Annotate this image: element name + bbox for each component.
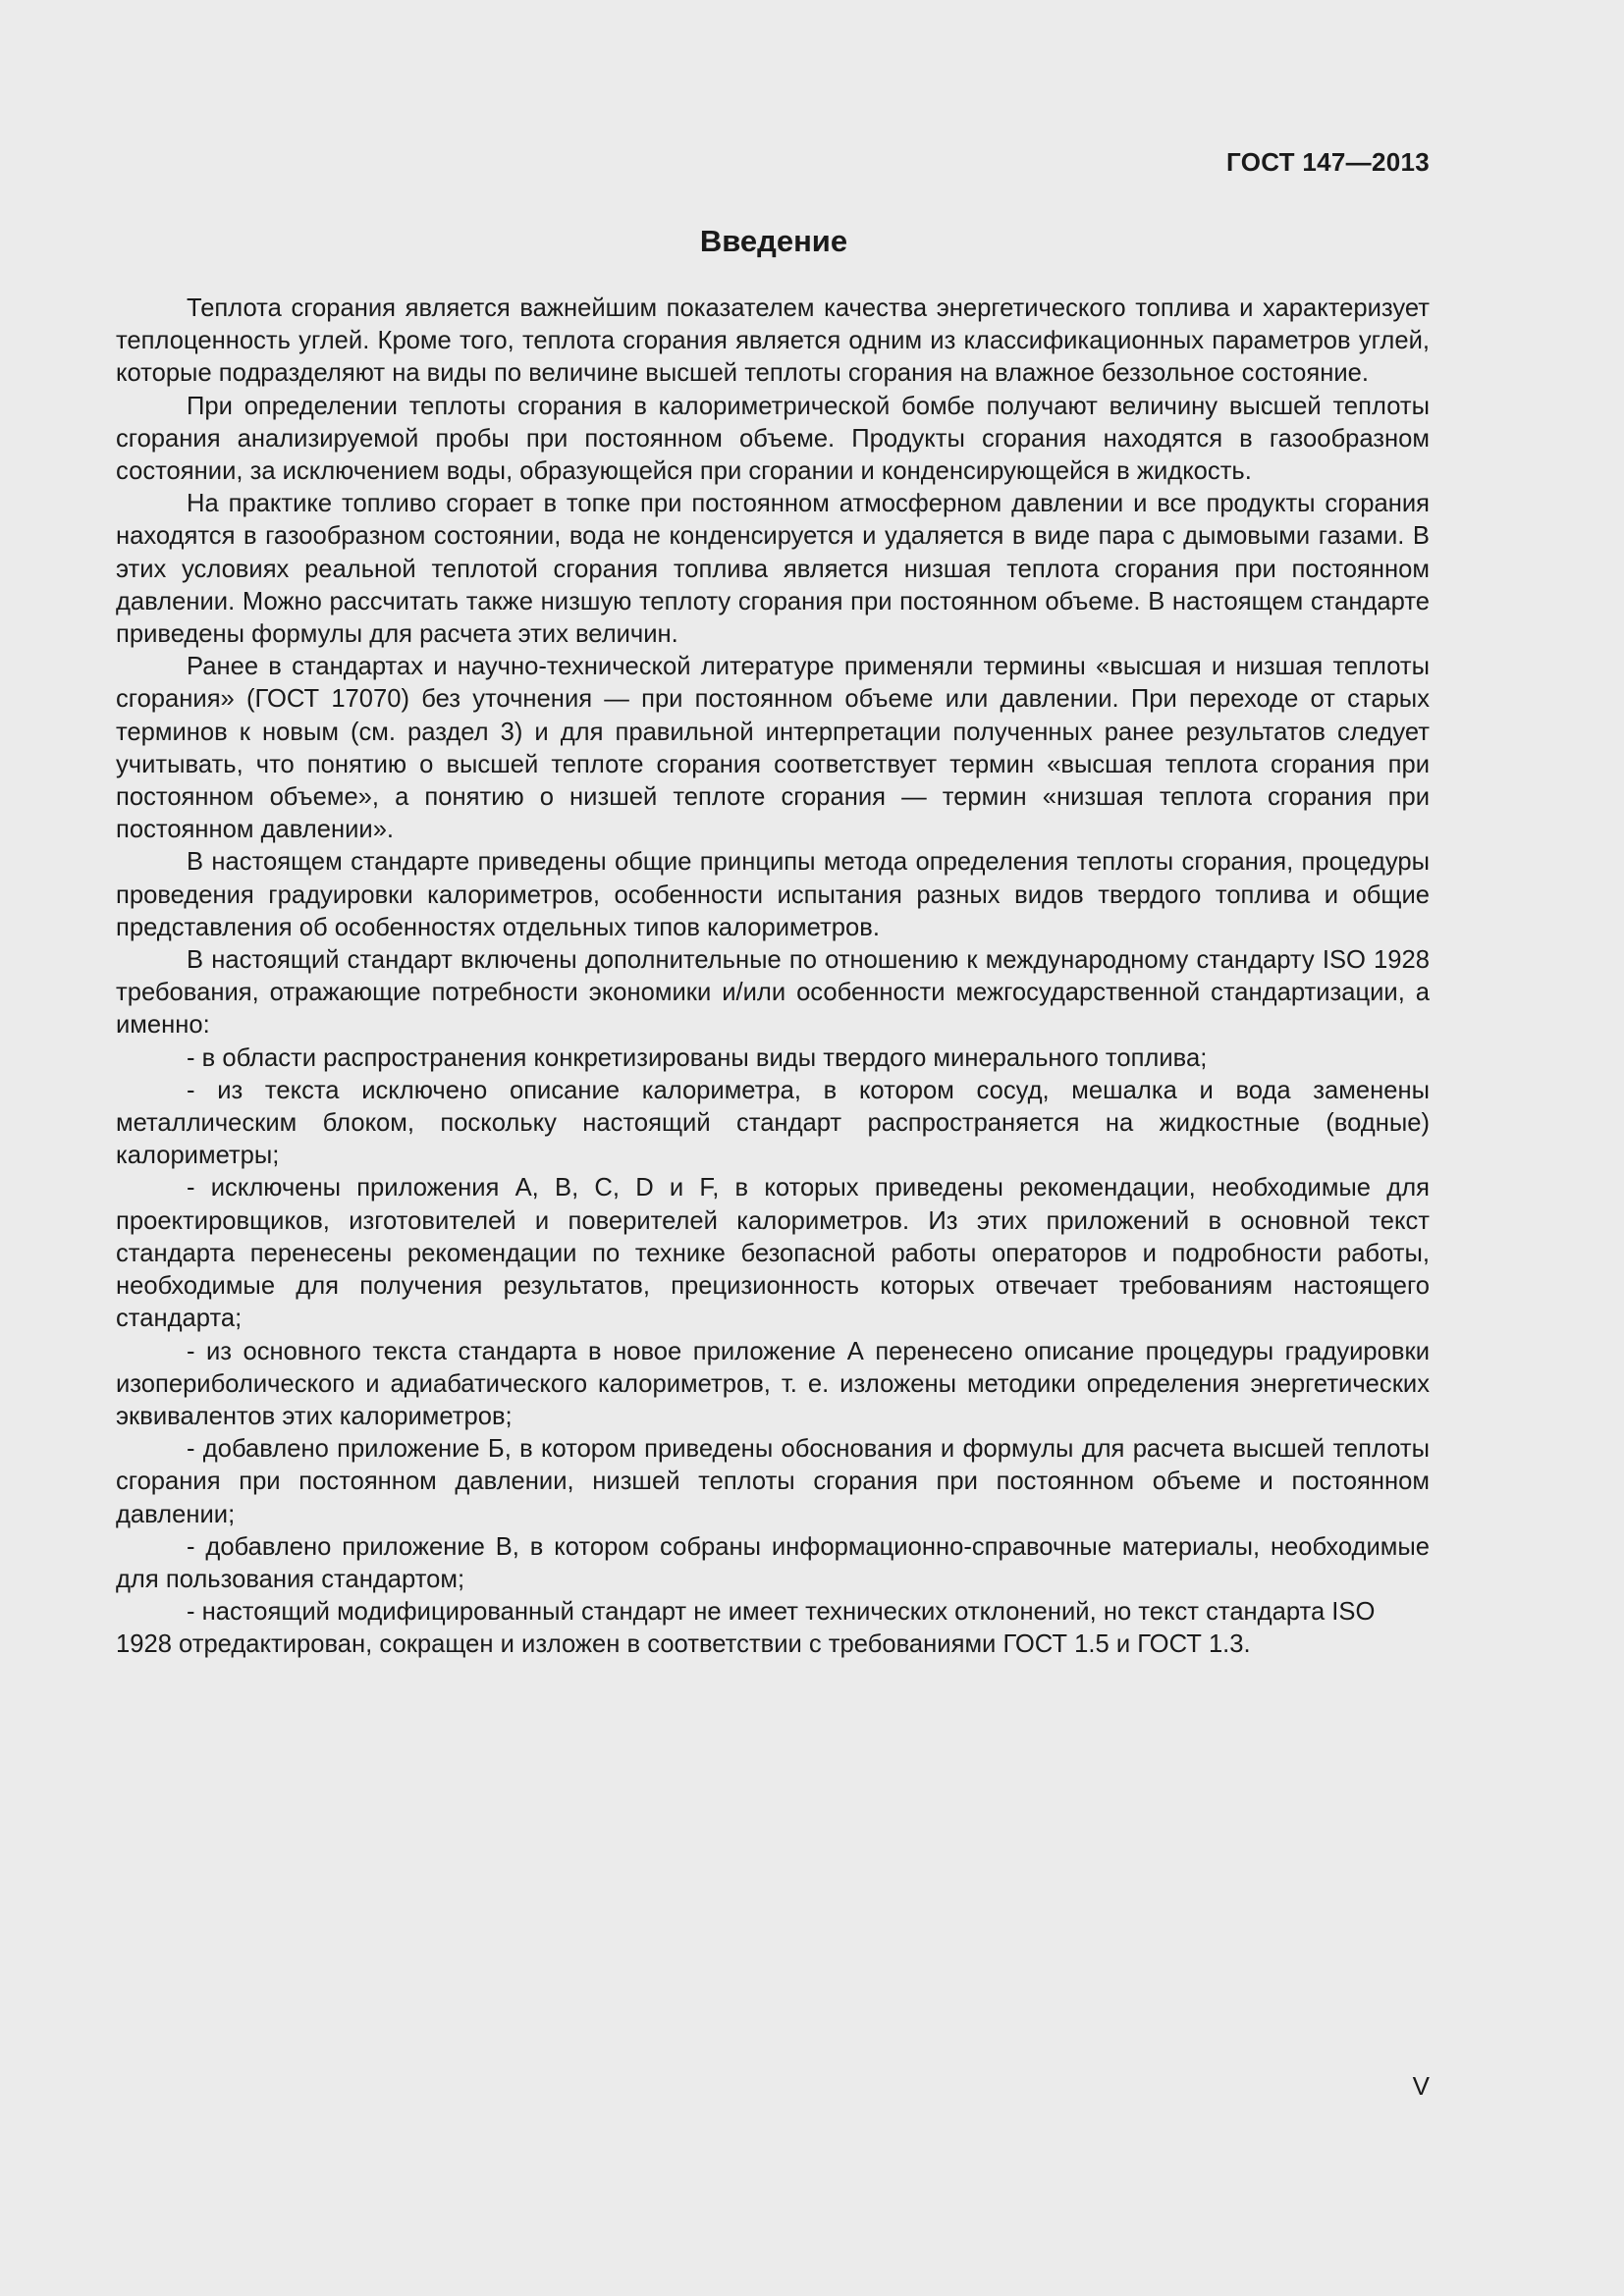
document-body (116, 293, 1430, 1662)
list-item: - добавлено приложение Б, в котором приведены обоснования и формулы для расчета высшей теплоты сгорания при постоянном давлении, низшей теплоты сгорания при постоянном объеме и постоянном давлении; (116, 1435, 1430, 1528)
list-item: - из текста исключено описание калориметра, в котором сосуд, мешалка и вода заменены металлическим блоком, поскольку настоящий стандарт распространяется на жидкостные (водные) калориметры; (116, 1076, 1430, 1170)
page-number: V (1412, 2071, 1430, 2101)
list-item: - добавлено приложение В, в котором собраны информационно-справочные материалы, необходимые для пользования стандартом; (116, 1532, 1430, 1593)
list-item: - настоящий модифицированный стандарт не имеет технических отклонений, но текст стандарта ISO 1928 отредактирован, сокращен и изложен в соответствии с требованиями ГОСТ 1.5 и ГОСТ 1.3. (116, 1598, 1376, 1659)
paragraph: В настоящий стандарт включены дополнительные по отношению к международному стандарту ISO 1928 требования, отражающие потребности экономики и/или особенности межгосударственной стандартизации, а именно: (116, 946, 1430, 1040)
paragraph: При определении теплоты сгорания в калориметрической бомбе получают величину высшей теплоты сгорания анализируемой пробы при постоянном объеме. Продукты сгорания находятся в газообразном состоянии, за исключением воды, образующейся при сгорании и конденсирующейся в жидкость. (116, 392, 1430, 486)
paragraph: В настоящем стандарте приведены общие принципы метода определения теплоты сгорания, процедуры проведения градуировки калориметров, особенности испытания разных видов твердого топлива и общие представления об особенностях отдельных типов калориметров. (116, 848, 1430, 941)
document-standard-code: ГОСТ 147—2013 (1226, 147, 1430, 177)
paragraph: На практике топливо сгорает в топке при постоянном атмосферном давлении и все продукты сгорания находятся в газообразном состоянии, вода не конденсируется и удаляется в виде пара с дымовыми газами. В этих условиях реальной теплотой сгорания топлива является низшая теплота сгорания при постоянном давлении. Можно рассчитать также низшую теплоту сгорания при постоянном объеме. В настоящем стандарте приведены формулы для расчета этих величин. (116, 490, 1430, 649)
list-item: - исключены приложения A, B, C, D и F, в которых приведены рекомендации, необходимые для проектировщиков, изготовителей и поверителей калориметров. Из этих приложений в основной текст стандарта перенесены рекомендации по технике безопасной работы операторов и подробности работы, необходимые для получения результатов, прецизионность которых отвечает требованиям настоящего стандарта; (116, 1174, 1430, 1333)
paragraph: Теплота сгорания является важнейшим показателем качества энергетического топлива и характеризует теплоценность углей. Кроме того, теплота сгорания является одним из классификационных параметров углей, которые подразделяют на виды по величине высшей теплоты сгорания на влажное беззольное состояние. (116, 294, 1430, 388)
paragraph: Ранее в стандартах и научно-технической литературе применяли термины «высшая и низшая теплоты сгорания» (ГОСТ 17070) без уточнения — при постоянном объеме или давлении. При переходе от старых терминов к новым (см. раздел 3) и для правильной интерпретации полученных ранее результатов следует учитывать, что понятию о высшей теплоте сгорания соответствует термин «высшая теплота сгорания при постоянном объеме», а понятию о низшей теплоте сгорания — термин «низшая теплота сгорания при постоянном давлении». (116, 653, 1430, 844)
section-title: Введение (699, 224, 848, 258)
list-item: - из основного текста стандарта в новое приложение А перенесено описание процедуры градуировки изопериболического и адиабатического калориметров, т. е. изложены методики определения энергетических эквивалентов этих калориметров; (116, 1337, 1430, 1430)
list-item: - в области распространения конкретизированы виды твердого минерального топлива; (187, 1043, 1208, 1072)
